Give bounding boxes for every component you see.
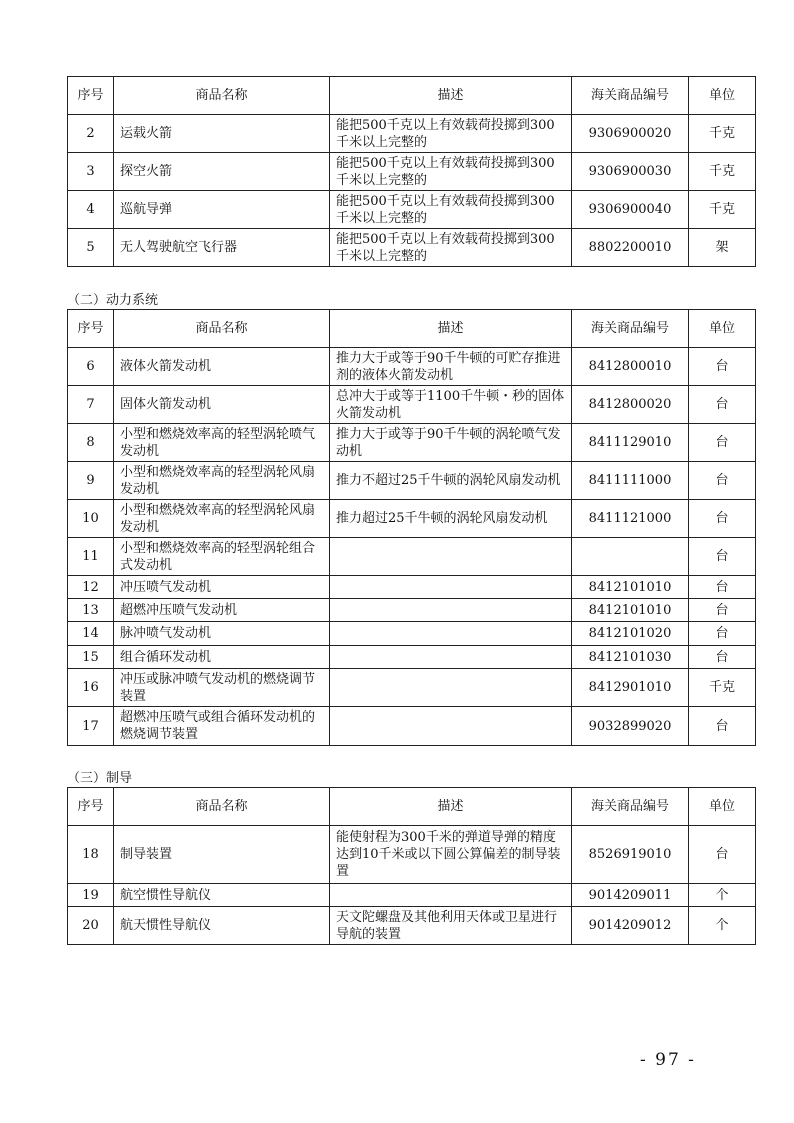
cell-customs-code: 9306900030 [572,153,689,191]
table-row [68,669,756,707]
cell-unit: 台 [689,576,756,599]
header-index: 序号 [68,310,114,348]
cell-description: 能把500千克以上有效载荷投掷到300千米以上完整的 [330,153,572,191]
header-customs-code: 海关商品编号 [572,310,689,348]
table-row [68,153,756,191]
cell-product-name: 冲压喷气发动机 [114,576,330,599]
cell-index: 8 [68,424,114,462]
cell-description [330,538,572,576]
cell-product-name: 小型和燃烧效率高的轻型涡轮风扇发动机 [114,462,330,500]
cell-unit: 台 [689,707,756,746]
table-header-row [68,310,756,348]
cell-description [330,622,572,646]
table-row [68,462,756,500]
cell-index: 17 [68,707,114,746]
cell-index: 9 [68,462,114,500]
table-row [68,348,756,386]
cell-customs-code: 8412901010 [572,669,689,707]
cell-customs-code: 8411129010 [572,424,689,462]
cell-description: 能把500千克以上有效载荷投掷到300千米以上完整的 [330,115,572,153]
header-index: 序号 [68,77,114,115]
cell-product-name: 超燃冲压喷气或组合循环发动机的燃烧调节装置 [114,707,330,746]
cell-customs-code: 9306900020 [572,115,689,153]
table-row [68,500,756,538]
cell-description [330,646,572,669]
header-product-name: 商品名称 [114,788,330,826]
table-row [68,538,756,576]
cell-customs-code: 8411111000 [572,462,689,500]
cell-product-name: 小型和燃烧效率高的轻型涡轮组合式发动机 [114,538,330,576]
cell-description: 能把500千克以上有效载荷投掷到300千米以上完整的 [330,229,572,267]
cell-index: 10 [68,500,114,538]
header-unit: 单位 [689,788,756,826]
cell-product-name: 探空火箭 [114,153,330,191]
header-description: 描述 [330,77,572,115]
table-row [68,599,756,622]
cell-product-name: 无人驾驶航空飞行器 [114,229,330,267]
cell-customs-code: 8802200010 [572,229,689,267]
table-row [68,229,756,267]
cell-product-name: 航天惯性导航仪 [114,907,330,945]
cell-unit: 台 [689,826,756,884]
cell-unit: 台 [689,386,756,424]
cell-index: 12 [68,576,114,599]
header-description: 描述 [330,788,572,826]
cell-description: 总冲大于或等于1100千牛顿・秒的固体火箭发动机 [330,386,572,424]
table-row [68,907,756,945]
cell-index: 4 [68,191,114,229]
cell-index: 16 [68,669,114,707]
cell-description: 推力大于或等于90千牛顿的涡轮喷气发动机 [330,424,572,462]
cell-index: 18 [68,826,114,884]
table-row [68,386,756,424]
goods-table [67,787,756,945]
cell-description [330,669,572,707]
table-row [68,884,756,907]
cell-customs-code: 9014209011 [572,884,689,907]
cell-description: 能把500千克以上有效载荷投掷到300千米以上完整的 [330,191,572,229]
header-product-name: 商品名称 [114,77,330,115]
table-row [68,622,756,646]
cell-index: 13 [68,599,114,622]
cell-description: 推力超过25千牛顿的涡轮风扇发动机 [330,500,572,538]
header-product-name: 商品名称 [114,310,330,348]
cell-customs-code: 8526919010 [572,826,689,884]
cell-index: 5 [68,229,114,267]
cell-index: 3 [68,153,114,191]
cell-customs-code [572,538,689,576]
table-row [68,424,756,462]
cell-description [330,884,572,907]
cell-product-name: 脉冲喷气发动机 [114,622,330,646]
cell-product-name: 组合循环发动机 [114,646,330,669]
cell-customs-code: 9306900040 [572,191,689,229]
cell-customs-code: 8412101010 [572,576,689,599]
cell-unit: 千克 [689,191,756,229]
cell-unit: 个 [689,884,756,907]
header-unit: 单位 [689,77,756,115]
cell-product-name: 冲压或脉冲喷气发动机的燃烧调节装置 [114,669,330,707]
cell-index: 19 [68,884,114,907]
cell-unit: 千克 [689,669,756,707]
cell-customs-code: 8412800010 [572,348,689,386]
cell-product-name: 小型和燃烧效率高的轻型涡轮喷气发动机 [114,424,330,462]
cell-unit: 台 [689,622,756,646]
cell-product-name: 超燃冲压喷气发动机 [114,599,330,622]
header-customs-code: 海关商品编号 [572,77,689,115]
cell-description: 能使射程为300千米的弹道导弹的精度达到10千米或以下圆公算偏差的制导装置 [330,826,572,884]
cell-customs-code: 8412800020 [572,386,689,424]
header-description: 描述 [330,310,572,348]
table-row [68,576,756,599]
cell-description: 推力大于或等于90千牛顿的可贮存推进剂的液体火箭发动机 [330,348,572,386]
cell-index: 15 [68,646,114,669]
table-row [68,707,756,746]
cell-description [330,599,572,622]
table-row [68,115,756,153]
cell-product-name: 航空惯性导航仪 [114,884,330,907]
cell-unit: 台 [689,646,756,669]
section-title: （二）动力系统 [67,293,159,308]
cell-description: 天文陀螺盘及其他利用天体或卫星进行导航的装置 [330,907,572,945]
table-row [68,191,756,229]
table-header-row [68,788,756,826]
header-customs-code: 海关商品编号 [572,788,689,826]
table-row [68,646,756,669]
cell-unit: 台 [689,424,756,462]
cell-unit: 台 [689,599,756,622]
cell-product-name: 制导装置 [114,826,330,884]
section-title: （三）制导 [67,771,133,786]
cell-index: 20 [68,907,114,945]
cell-customs-code: 9032899020 [572,707,689,746]
cell-unit: 千克 [689,153,756,191]
cell-description [330,707,572,746]
cell-unit: 个 [689,907,756,945]
cell-index: 6 [68,348,114,386]
cell-product-name: 固体火箭发动机 [114,386,330,424]
cell-product-name: 巡航导弹 [114,191,330,229]
goods-table [67,76,756,267]
page-number: - 97 - [640,1050,696,1070]
cell-description [330,576,572,599]
cell-index: 2 [68,115,114,153]
cell-index: 14 [68,622,114,646]
cell-unit: 架 [689,229,756,267]
cell-customs-code: 8411121000 [572,500,689,538]
cell-customs-code: 8412101020 [572,622,689,646]
cell-product-name: 小型和燃烧效率高的轻型涡轮风扇发动机 [114,500,330,538]
cell-unit: 千克 [689,115,756,153]
header-index: 序号 [68,788,114,826]
cell-unit: 台 [689,462,756,500]
cell-unit: 台 [689,538,756,576]
cell-unit: 台 [689,348,756,386]
cell-index: 11 [68,538,114,576]
cell-product-name: 运载火箭 [114,115,330,153]
cell-description: 推力不超过25千牛顿的涡轮风扇发动机 [330,462,572,500]
goods-table [67,309,756,746]
header-unit: 单位 [689,310,756,348]
cell-product-name: 液体火箭发动机 [114,348,330,386]
cell-customs-code: 9014209012 [572,907,689,945]
cell-unit: 台 [689,500,756,538]
cell-index: 7 [68,386,114,424]
cell-customs-code: 8412101010 [572,599,689,622]
table-header-row [68,77,756,115]
table-row [68,826,756,884]
cell-customs-code: 8412101030 [572,646,689,669]
